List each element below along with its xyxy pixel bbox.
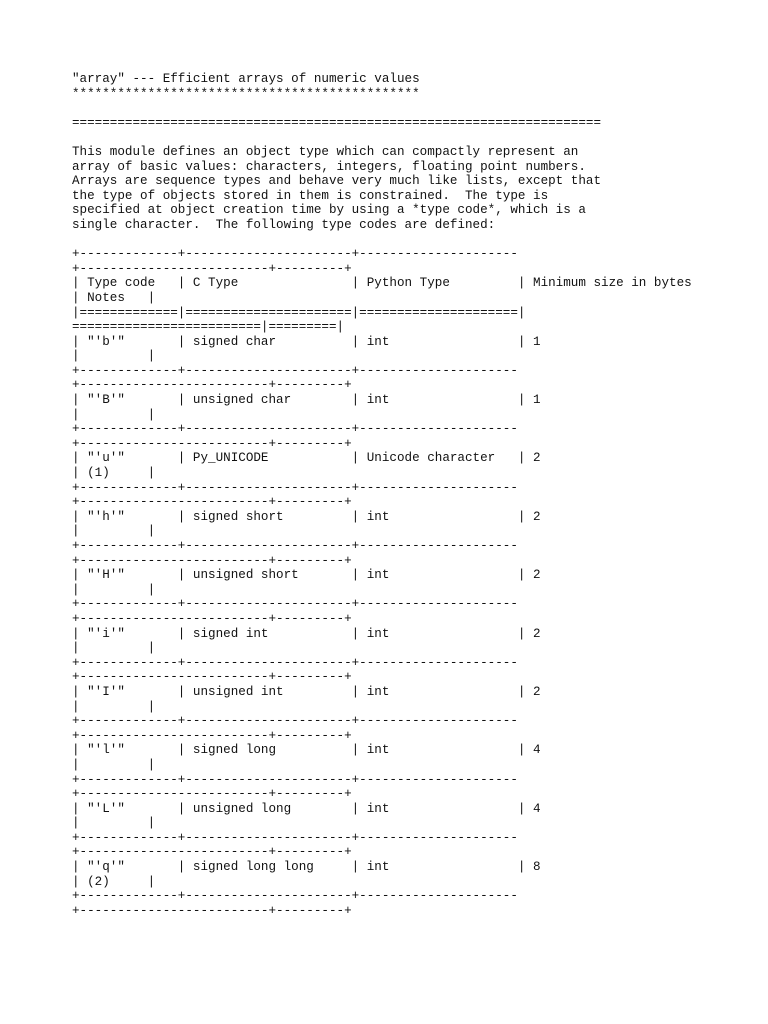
table-text-line: | | xyxy=(72,757,156,772)
table-text-line: | "'L'" | unsigned long | int | 4 xyxy=(72,801,541,816)
table-text-line: | | xyxy=(72,699,156,714)
table-text-line: +-------------+----------------------+--------------------- xyxy=(72,363,518,378)
spacer xyxy=(72,101,752,116)
table-text-line: +-------------+----------------------+--------------------- xyxy=(72,597,518,612)
type-code-table xyxy=(72,247,752,918)
section-separator: ====================================================================== xyxy=(72,115,602,130)
spacer xyxy=(72,130,752,145)
table-text-line: | | xyxy=(72,349,156,364)
table-text-line: +-------------+----------------------+--------------------- xyxy=(72,655,518,670)
table-text-line: +-------------+----------------------+--------------------- xyxy=(72,480,518,495)
table-text-line: +-------------+----------------------+--------------------- xyxy=(72,830,518,845)
table-text-line: | "'H'" | unsigned short | int | 2 xyxy=(72,568,541,583)
title-underline: ********************************************** xyxy=(72,86,420,101)
table-text-line: +-------------+----------------------+--------------------- xyxy=(72,772,518,787)
table-text-line: | | xyxy=(72,524,156,539)
intro-line: specified at object creation time by using a *type code*, which is a xyxy=(72,203,586,218)
table-text-line: +-------------+----------------------+--------------------- xyxy=(72,422,518,437)
table-text-line: +-------------+----------------------+--------------------- xyxy=(72,714,518,729)
table-text-line: +-------------------------+---------+ xyxy=(72,728,352,743)
table-text-line: +-------------------------+---------+ xyxy=(72,903,352,918)
table-text-line: +-------------------------+---------+ xyxy=(72,378,352,393)
table-text-line: | (1) | xyxy=(72,466,156,481)
table-text-line: | Notes | xyxy=(72,290,156,305)
table-text-line: =========================|=========| xyxy=(72,320,345,335)
table-text-line: +-------------------------+---------+ xyxy=(72,436,352,451)
table-text-line: +-------------+----------------------+--------------------- xyxy=(72,247,518,262)
intro-line: single character. The following type codes are defined: xyxy=(72,217,496,232)
table-text-line: | "'q'" | signed long long | int | 8 xyxy=(72,860,541,875)
table-text-line: +-------------------------+---------+ xyxy=(72,495,352,510)
table-text-line: | "'b'" | signed char | int | 1 xyxy=(72,334,541,349)
spacer xyxy=(72,233,752,248)
table-text-line: +-------------------------+---------+ xyxy=(72,611,352,626)
table-text-line: +-------------------------+---------+ xyxy=(72,787,352,802)
table-text-line: |=============|======================|=====================| xyxy=(72,305,526,320)
table-text-line: | (2) | xyxy=(72,874,156,889)
intro-line: Arrays are sequence types and behave very much like lists, except that xyxy=(72,174,602,189)
table-text-line: | "'B'" | unsigned char | int | 1 xyxy=(72,393,541,408)
table-text-line: +-------------+----------------------+--------------------- xyxy=(72,539,518,553)
table-text-line: +-------------------------+---------+ xyxy=(72,261,352,276)
intro-line: the type of objects stored in them is constrained. The type is xyxy=(72,188,549,203)
document-page xyxy=(72,72,752,918)
table-text-line: +-------------+----------------------+--------------------- xyxy=(72,889,518,904)
document-title: "array" --- Efficient arrays of numeric values xyxy=(72,72,420,86)
table-text-line: | | xyxy=(72,816,156,831)
table-text-line: | | xyxy=(72,641,156,656)
table-text-line: | | xyxy=(72,582,156,597)
table-text-line: +-------------------------+---------+ xyxy=(72,553,352,568)
table-text-line: | "'u'" | Py_UNICODE | Unicode character | 2 xyxy=(72,451,541,466)
table-text-line: | | xyxy=(72,407,156,422)
table-text-line: | "'I'" | unsigned int | int | 2 xyxy=(72,684,541,699)
table-text-line: | "'i'" | signed int | int | 2 xyxy=(72,626,541,641)
table-text-line: | Type code | C Type | Python Type | Minimum size in bytes xyxy=(72,276,692,291)
intro-line: This module defines an object type which can compactly represent an xyxy=(72,144,579,159)
intro-paragraph xyxy=(72,145,752,233)
table-text-line: | "'l'" | signed long | int | 4 xyxy=(72,743,541,758)
table-text-line: +-------------------------+---------+ xyxy=(72,670,352,685)
table-text-line: +-------------------------+---------+ xyxy=(72,845,352,860)
intro-line: array of basic values: characters, integers, floating point numbers. xyxy=(72,159,586,174)
table-text-line: | "'h'" | signed short | int | 2 xyxy=(72,509,541,524)
